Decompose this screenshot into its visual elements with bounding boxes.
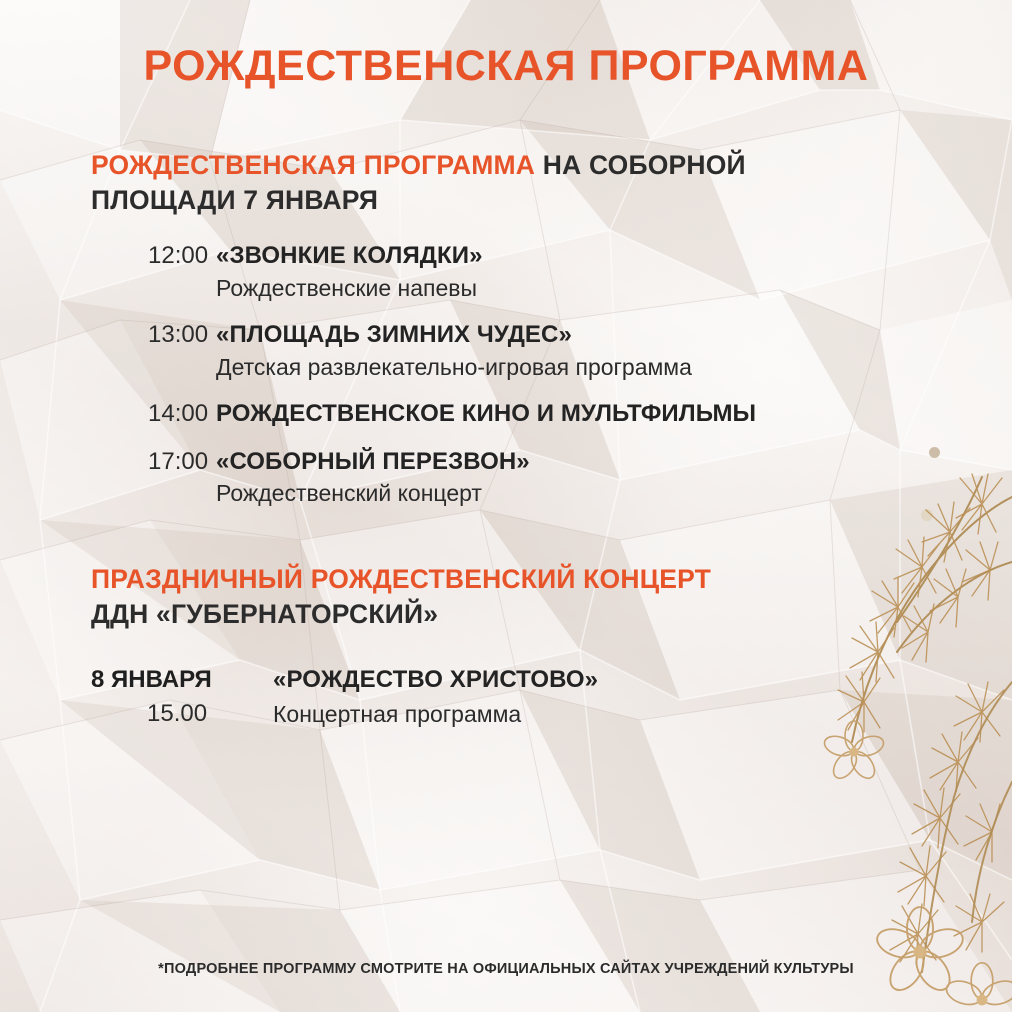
event-subtitle: Концертная программа	[273, 700, 522, 727]
section-sobornaya-ploshchad	[91, 148, 931, 525]
event-time: 14:00	[148, 400, 209, 428]
section-heading-line2: ДДН «ГУБЕРНАТОРСКИЙ»	[91, 599, 439, 630]
section-heading-rest: НА СОБОРНОЙ	[535, 150, 746, 180]
section-heading-accent: ПРАЗДНИЧНЫЙ РОЖДЕСТВЕНСКИЙ КОНЦЕРТ	[91, 564, 712, 594]
section-heading-accent: РОЖДЕСТВЕНСКАЯ ПРОГРАММА	[91, 150, 536, 180]
event-title: «СОБОРНЫЙ ПЕРЕЗВОН»	[216, 447, 530, 475]
list-item	[91, 240, 931, 303]
event-title: РОЖДЕСТВЕНСКОЕ КИНО И МУЛЬТФИЛЬМЫ	[216, 400, 757, 428]
event-date	[91, 664, 273, 695]
event-time: 13:00	[148, 321, 209, 349]
event-texts	[273, 664, 931, 695]
footnote: *ПОДРОБНЕЕ ПРОГРАММУ СМОТРИТЕ НА ОФИЦИАЛЬНЫХ САЙТАХ УЧРЕЖДЕНИЙ КУЛЬТУРЫ	[158, 961, 854, 977]
list-item	[91, 664, 931, 695]
event-title: «ЗВОНКИЕ КОЛЯДКИ»	[216, 242, 483, 270]
list-item	[91, 698, 931, 730]
list-item	[91, 319, 931, 382]
event-list	[91, 664, 931, 729]
event-title: «ПЛОЩАДЬ ЗИМНИХ ЧУДЕС»	[216, 321, 572, 349]
event-list	[91, 240, 931, 508]
section-heading	[91, 562, 931, 632]
page-title: РОЖДЕСТВЕНСКАЯ ПРОГРАММА	[143, 42, 869, 90]
event-texts	[216, 446, 931, 509]
event-subtitle: Рождественские напевы	[216, 274, 478, 301]
section-gubernatorskiy	[91, 562, 931, 745]
event-texts	[216, 319, 931, 382]
event-texts	[216, 398, 931, 429]
event-subtitle: Рождественский концерт	[216, 479, 482, 506]
event-time: 17:00	[148, 447, 209, 475]
section-heading-line2: ПЛОЩАДИ 7 ЯНВАРЯ	[91, 185, 379, 216]
list-item	[91, 398, 931, 429]
event-subtitle: Детская развлекательно-игровая программа	[216, 353, 692, 380]
event-title: «РОЖДЕСТВО ХРИСТОВО»	[273, 666, 599, 694]
event-time: 15.00	[147, 699, 208, 727]
event-texts	[216, 240, 931, 303]
event-texts	[273, 698, 931, 730]
event-date-label: 8 ЯНВАРЯ	[91, 666, 212, 694]
section-heading	[91, 148, 931, 218]
list-item	[91, 446, 931, 509]
event-time: 12:00	[148, 242, 209, 270]
